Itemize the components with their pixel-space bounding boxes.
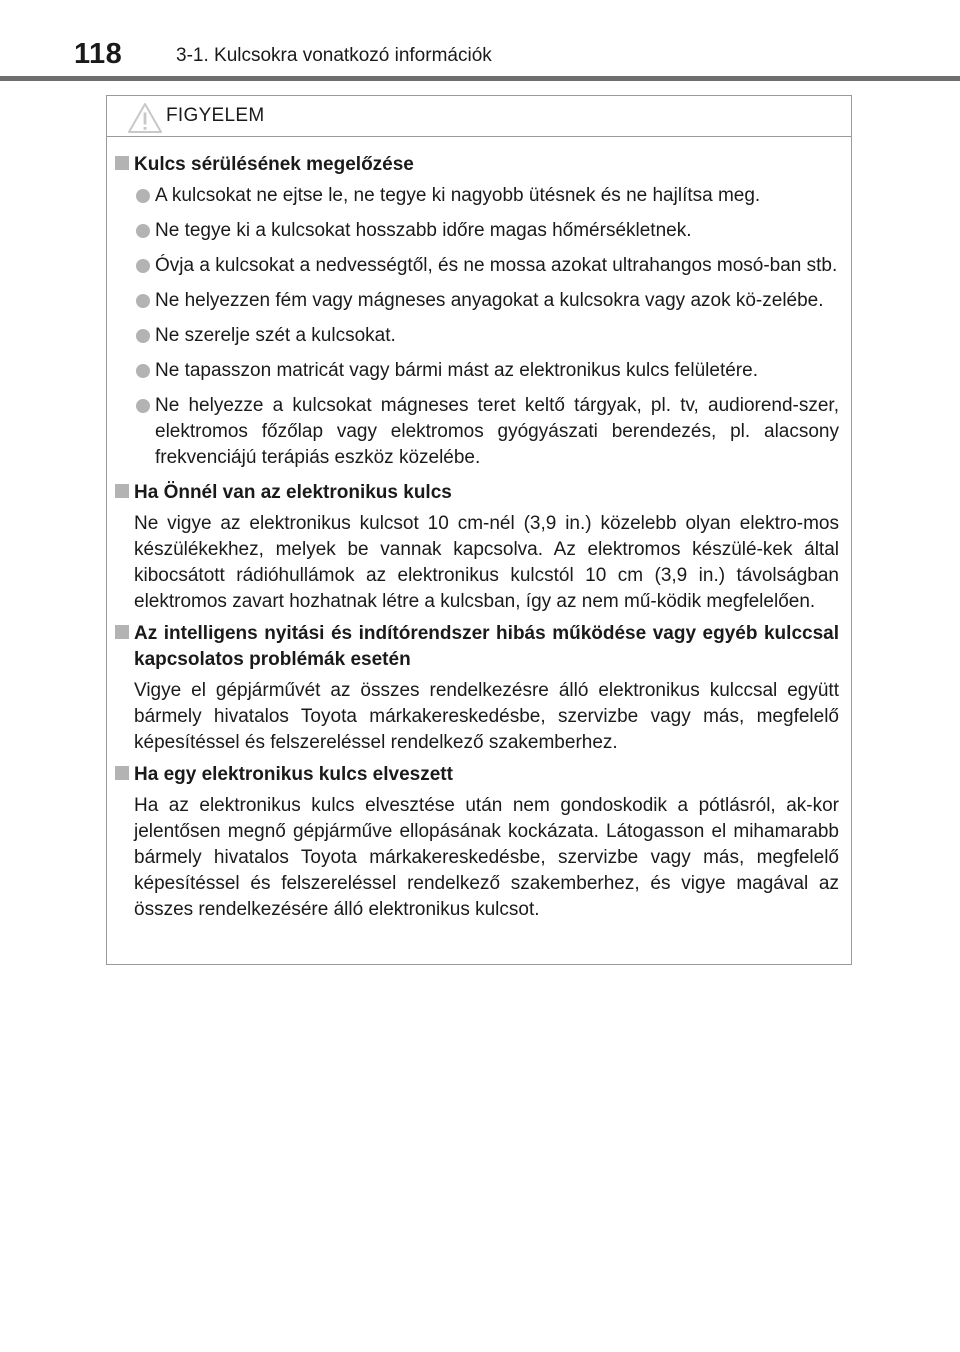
section-paragraph: Ha az elektronikus kulcs elvesztése után nem gondoskodik a pótlásról, ak-kor jelentősen megnő gépjárműve ellopásának kockázata. Látogasson el mihamarabb bármely hivatalos Toyota márkakereskedésbe, szervizbe vagy más, megfelelő képesítéssel és felszereléssel rendelkező szakemberhez, és vigye magával az összes rendelkezésére álló elektronikus kulcsot. (134, 795, 839, 920)
list-item-text: Ne tegye ki a kulcsokat hosszabb időre magas hőmérsékletnek. (155, 220, 692, 241)
list-item (107, 253, 851, 279)
list-item-text: Óvja a kulcsokat a nedvességtől, és ne mossa azokat ultrahangos mosó-ban stb. (155, 255, 838, 276)
round-bullet-icon (136, 259, 150, 273)
page-number: 118 (74, 38, 123, 70)
section-heading-text: Ha egy elektronikus kulcs elveszett (134, 764, 453, 785)
section-heading (107, 480, 851, 506)
round-bullet-icon (136, 294, 150, 308)
section-key-damage (107, 152, 851, 471)
round-bullet-icon (136, 364, 150, 378)
section-heading-text: Az intelligens nyitási és indítórendszer hibás működése vagy egyéb kulccsal kapcsolatos problémák esetén (134, 623, 839, 670)
section-carrying-key (107, 480, 851, 615)
round-bullet-icon (136, 224, 150, 238)
section-heading-text: Ha Önnél van az elektronikus kulcs (134, 482, 452, 503)
list-item-text: Ne szerelje szét a kulcsokat. (155, 325, 396, 346)
section-heading (107, 152, 851, 178)
header-rule (0, 76, 960, 81)
list-item-text: Ne helyezze a kulcsokat mágneses teret keltő tárgyak, pl. tv, audiorend-szer, elektromos főzőlap vagy elektromos gyógyászati berendezés, pl. alacsony frekvenciájú terápiás eszköz közelébe. (155, 395, 839, 468)
round-bullet-icon (136, 189, 150, 203)
warning-label: FIGYELEM (166, 105, 265, 126)
section-key-lost (107, 762, 851, 923)
warning-box (106, 95, 852, 965)
list-item (107, 393, 851, 471)
list-item-text: A kulcsokat ne ejtse le, ne tegye ki nagyobb ütésnek és ne hajlítsa meg. (155, 185, 761, 206)
list-item-text: Ne tapasszon matricát vagy bármi mást az elektronikus kulcs felületére. (155, 360, 758, 381)
section-heading (107, 762, 851, 788)
section-malfunction (107, 621, 851, 756)
page-header (0, 0, 960, 80)
list-item (107, 288, 851, 314)
round-bullet-icon (136, 399, 150, 413)
section-paragraph: Ne vigye az elektronikus kulcsot 10 cm-nél (3,9 in.) közelebb olyan elektro-mos készülékekhez, melyek be vannak kapcsolva. Az elektromos készülé-kek által kibocsátott rádióhullámok az elektronikus kulcstól 10 cm (3,9 in.) távolságban elektromos zavart hozhatnak létre a kulcsban, így az nem mű-ködik megfelelően. (134, 513, 839, 612)
warning-triangle-icon (126, 101, 164, 135)
warning-content (107, 152, 851, 929)
list-item-text: Ne helyezzen fém vagy mágneses anyagokat a kulcsokra vagy azok kö-zelébe. (155, 290, 824, 311)
list-item (107, 183, 851, 209)
square-bullet-icon (115, 625, 129, 639)
round-bullet-icon (136, 329, 150, 343)
warning-header (107, 96, 851, 137)
section-paragraph: Vigye el gépjárművét az összes rendelkezésre álló elektronikus kulccsal együtt bármely hivatalos Toyota márkakereskedésbe, szervizbe vagy más, megfelelő képesítéssel és felszereléssel rendelkező szakemberhez. (134, 680, 839, 753)
section-heading (107, 621, 851, 673)
square-bullet-icon (115, 156, 129, 170)
list-item (107, 218, 851, 244)
square-bullet-icon (115, 766, 129, 780)
square-bullet-icon (115, 484, 129, 498)
list-item (107, 358, 851, 384)
list-item (107, 323, 851, 349)
section-heading-text: Kulcs sérülésének megelőzése (134, 154, 414, 175)
section-title: 3-1. Kulcsokra vonatkozó információk (176, 45, 492, 66)
